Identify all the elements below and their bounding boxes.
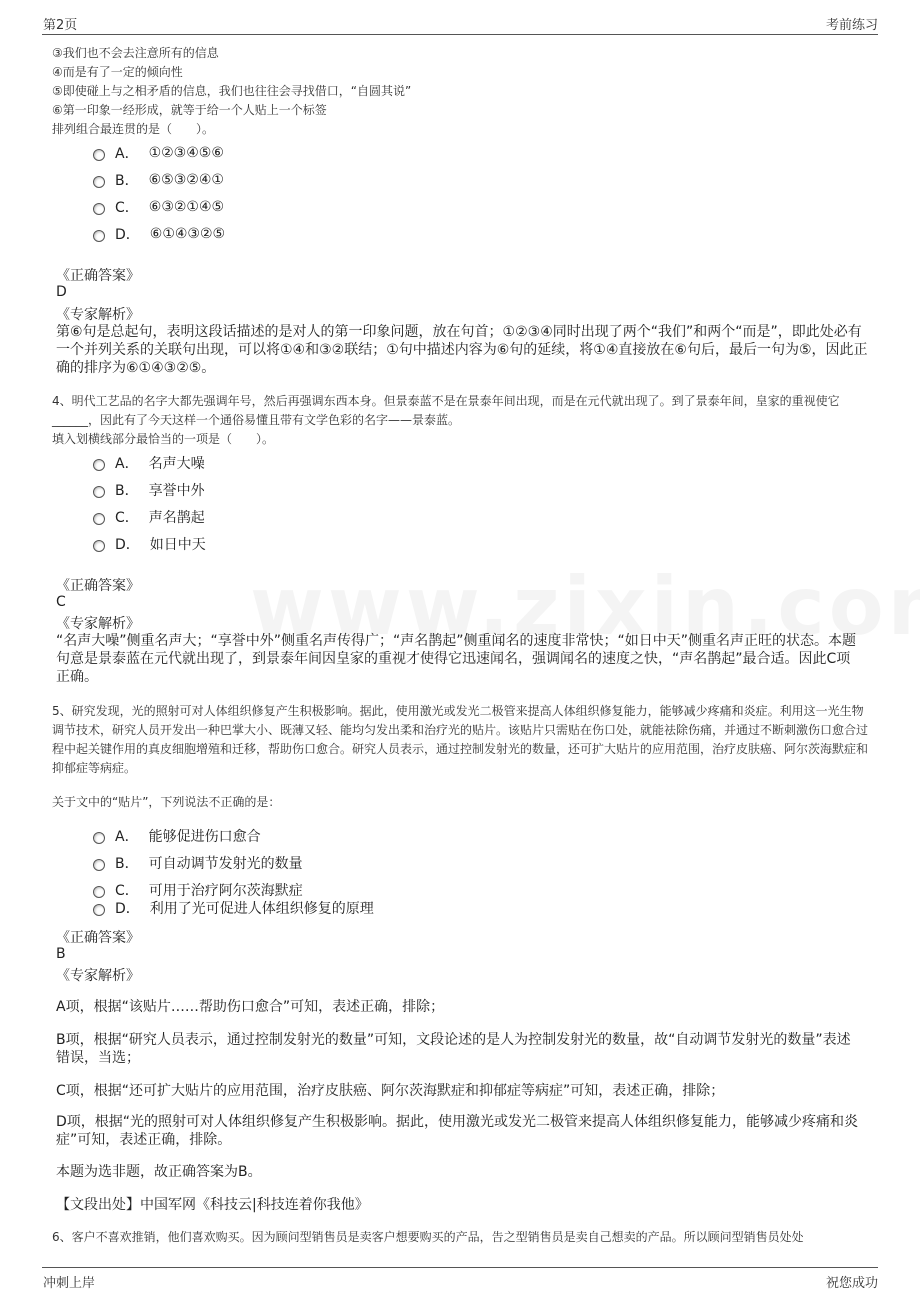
option-text: 利用了光可促进人体组织修复的原理 [149,901,374,917]
option-text: 如日中天 [149,537,206,553]
footer-divider [42,1267,878,1268]
option-text: 可自动调节发射光的数量 [148,856,303,872]
q4-option-b[interactable] [93,480,205,500]
q4-stem: 4、明代工艺品的名字大都先强调年号，然后再强调东西本身。但景泰蓝不是在景泰年间出现，而是在元代就出现了。到了景泰年间，皇家的重视使它______，因此有了今天这样一个通俗易懂且带有文学色彩的名字——景泰蓝。 [52,394,840,427]
q3-line: ⑤即使碰上与之相矛盾的信息，我们也往往会寻找借口，“自圆其说” [52,84,412,98]
analysis-paragraph: B项，根据“研究人员表示，通过控制发射光的数量”可知，文段论述的是人为控制发射光的数量，故“自动调节发射光的数量”表述错误，当选； [56,1032,851,1066]
q4-option-c[interactable] [93,507,205,527]
analysis-heading: 《专家解析》 [56,968,140,984]
radio-icon[interactable] [93,540,105,552]
radio-icon[interactable] [93,230,105,242]
q3-line: ④而是有了一定的倾向性 [52,65,183,79]
footer-left-label: 冲刺上岸 [43,1276,96,1291]
option-text: 声名鹊起 [148,510,205,526]
q4-option-a[interactable] [93,453,205,473]
analysis-text: 第⑥句是总起句，表明这段话描述的是对人的第一印象问题，放在句首；①②③④同时出现了两个“我们”和两个“而是”，即此处必有一个并列关系的关联句出现，可以将①④和③②联结；①句中描述内容为⑥句的延续，将①④直接放在⑥句后，最后一句为⑤，因此正确的排序为⑥①④③②⑤。 [56,324,868,376]
q5-option-a[interactable] [93,826,261,846]
option-text: 享誉中外 [148,483,205,499]
analysis-paragraph: A项，根据“该贴片……帮助伤口愈合”可知，表述正确，排除； [56,999,445,1015]
option-letter: A． [115,146,139,162]
q3-line: ⑥第一印象一经形成，就等于给一个人贴上一个标签 [52,103,327,117]
option-letter: D． [115,227,140,243]
q4-option-d[interactable] [93,534,206,554]
option-text: ⑥⑤③②④① [148,172,224,188]
q6-stem: 6、客户不喜欢推销，他们喜欢购买。因为顾问型销售员是卖客户想要购买的产品，告之型销售员是卖自己想卖的产品。所以顾问型销售员处处 [52,1230,804,1244]
q5-stem: 5、研究发现，光的照射可对人体组织修复产生积极影响。据此，使用激光或发光二极管来提高人体组织修复能力，能够减少疼痛和炎症。利用这一光生物调节技术，研究人员开发出一种巴掌大小、既薄又轻、能均匀发出柔和治疗光的贴片。该贴片只需贴在伤口处，就能祛除伤痛，并通过不断刺激伤口愈合过程中起关键作用的真皮细胞增殖和迁移，帮助伤口愈合。研究人员表示，通过控制发射光的数量，还可扩大贴片的应用范围，治疗皮肤癌、阿尔茨海默症和抑郁症等病症。 [52,704,869,775]
radio-icon[interactable] [93,459,105,471]
answer-heading: 《正确答案》 [56,268,140,284]
option-letter: A． [115,456,139,472]
radio-icon[interactable] [93,149,105,161]
option-text: ⑥③②①④⑤ [148,199,225,215]
q3-option-b[interactable] [93,170,224,190]
q3-option-d[interactable] [93,224,225,244]
radio-icon[interactable] [93,203,105,215]
option-text: 可用于治疗阿尔茨海默症 [148,883,303,899]
analysis-conclusion: 本题为选非题，故正确答案为B。 [56,1164,262,1180]
radio-icon[interactable] [93,832,105,844]
q5-prompt: 关于文中的“贴片”，下列说法不正确的是： [52,795,281,809]
analysis-paragraph: C项，根据“还可扩大贴片的应用范围，治疗皮肤癌、阿尔茨海默症和抑郁症等病症”可知，表述正确，排除； [56,1083,725,1099]
q3-option-c[interactable] [93,197,224,217]
answer-value: B [56,946,66,962]
option-text: ⑥①④③②⑤ [149,226,226,242]
radio-icon[interactable] [93,904,105,916]
page-number-label: 第2页 [43,18,78,33]
q3-line: ③我们也不会去注意所有的信息 [52,46,219,60]
radio-icon[interactable] [93,486,105,498]
option-letter: B． [115,173,139,189]
option-letter: B． [115,856,139,872]
option-letter: C． [115,883,139,899]
analysis-heading: 《专家解析》 [56,307,140,323]
analysis-heading: 《专家解析》 [56,616,140,632]
answer-value: C [56,594,66,610]
header-divider [42,34,878,35]
q5-option-c[interactable] [93,880,303,900]
footer-right-label: 祝您成功 [825,1276,878,1291]
q3-prompt: 排列组合最连贯的是（ ）。 [52,122,215,136]
option-letter: D． [115,537,140,553]
answer-heading: 《正确答案》 [56,578,140,594]
option-letter: C． [115,200,139,216]
radio-icon[interactable] [93,176,105,188]
source-citation: 【文段出处】中国军网《科技云|科技连着你我他》 [56,1197,369,1213]
option-letter: B． [115,483,139,499]
option-text: 名声大噪 [148,456,205,472]
option-text: ①②③④⑤⑥ [148,145,224,161]
analysis-text: “名声大噪”侧重名声大；“享誉中外”侧重名声传得广；“声名鹊起”侧重闻名的速度非常快；“如日中天”侧重名声正旺的状态。本题句意是景泰蓝在元代就出现了，到景泰年间因皇家的重视才使得它迅速闻名，强调闻名的速度之快，“声名鹊起”最合适。因此C项正确。 [56,633,857,685]
option-letter: A． [115,829,139,845]
radio-icon[interactable] [93,513,105,525]
answer-value: D [56,284,67,300]
q4-prompt: 填入划横线部分最恰当的一项是（ ）。 [52,432,275,446]
q5-option-d[interactable] [93,898,374,918]
radio-icon[interactable] [93,859,105,871]
radio-icon[interactable] [93,886,105,898]
q5-option-b[interactable] [93,853,303,873]
option-letter: D． [115,901,140,917]
answer-heading: 《正确答案》 [56,930,140,946]
analysis-paragraph: D项，根据“光的照射可对人体组织修复产生积极影响。据此，使用激光或发光二极管来提高人体组织修复能力，能够减少疼痛和炎症”可知，表述正确，排除。 [56,1114,859,1148]
option-text: 能够促进伤口愈合 [148,829,261,845]
header-title: 考前练习 [825,18,878,33]
option-letter: C． [115,510,139,526]
q3-option-a[interactable] [93,143,224,163]
